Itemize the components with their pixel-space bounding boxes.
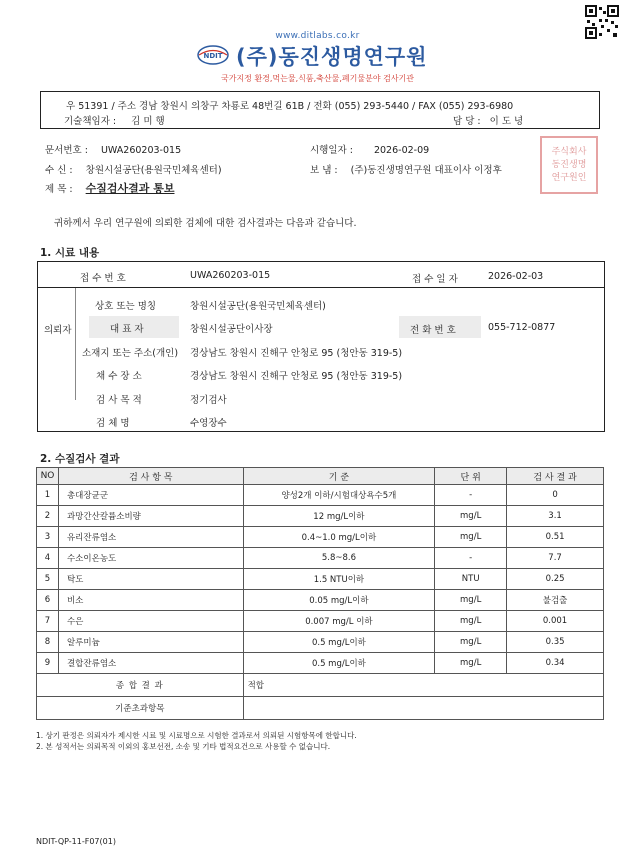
result-standard: 0.5 mg/L이하: [243, 653, 435, 674]
doc-number-label: 문서번호 :: [45, 145, 88, 156]
seal-line: 연구원인: [551, 173, 587, 183]
result-row: [37, 485, 604, 506]
phone-label: 전 화 번 호: [410, 325, 456, 336]
result-standard: 0.4~1.0 mg/L이하: [243, 527, 435, 548]
result-row: [37, 569, 604, 590]
tech-manager: [64, 113, 165, 127]
note-1: 1. 상기 판정은 의뢰자가 제시한 시료 및 시료명으로 시험한 결과로서 의뢰된 시험항목에 한합니다.: [36, 731, 357, 740]
result-unit: mg/L: [435, 632, 507, 653]
result-no: 8: [37, 632, 59, 653]
result-no: 1: [37, 485, 59, 506]
result-item: 유리잔류염소: [58, 527, 243, 548]
result-no: 5: [37, 569, 59, 590]
specimen-value: 수영장수: [190, 418, 227, 429]
org-logo: [196, 44, 230, 66]
results-table: [36, 467, 604, 720]
representative-label: 대 표 자: [110, 324, 144, 335]
website-url: www.ditlabs.co.kr: [275, 31, 360, 41]
recipient-label: 수 신 :: [45, 165, 73, 176]
result-item: 알루미늄: [58, 632, 243, 653]
person-in-charge: [453, 113, 523, 127]
exceeded-items-value: [243, 697, 603, 720]
company-seal: [540, 136, 598, 194]
company-value: 창원시설공단(용원국민체육센터): [190, 301, 326, 312]
seal-line: 주식회사: [551, 147, 587, 157]
result-value: 0.51: [507, 527, 604, 548]
result-no: 6: [37, 590, 59, 611]
issue-date: [310, 142, 429, 156]
result-value: 0.34: [507, 653, 604, 674]
header-item: 검 사 항 목: [58, 468, 243, 485]
result-no: 2: [37, 506, 59, 527]
phone-value: 055-712-0877: [488, 322, 556, 333]
result-item: 비소: [58, 590, 243, 611]
sender-label: 보 냄 :: [310, 165, 338, 176]
subject: [45, 180, 174, 196]
receipt-no-value: UWA260203-015: [190, 270, 271, 281]
result-unit: -: [435, 548, 507, 569]
sampling-place-label: 채 수 장 소: [96, 371, 142, 382]
overall-result-row: [37, 674, 604, 697]
result-no: 7: [37, 611, 59, 632]
header-no: NO: [37, 468, 59, 485]
result-value: 0.001: [507, 611, 604, 632]
receipt-no-label: 접 수 번 호: [80, 273, 126, 284]
result-standard: 0.5 mg/L이하: [243, 632, 435, 653]
result-item: 결합잔류염소: [58, 653, 243, 674]
representative-value: 창원시설공단이사장: [190, 324, 273, 335]
result-row: [37, 611, 604, 632]
receipt-date-value: 2026-02-03: [488, 271, 544, 282]
result-standard: 12 mg/L이하: [243, 506, 435, 527]
subject-value: 수질검사결과 통보: [85, 182, 175, 195]
result-no: 9: [37, 653, 59, 674]
seal-line: 동진생명: [551, 160, 587, 170]
result-unit: mg/L: [435, 590, 507, 611]
result-row: [37, 506, 604, 527]
note-2: 2. 본 성적서는 의뢰목적 이외의 홍보선전, 소송 및 기타 법적요건으로 사용할 수 없습니다.: [36, 742, 331, 751]
overall-result-value: 적합: [243, 674, 603, 697]
overall-result-label: 종 합 결 과: [37, 674, 244, 697]
result-no: 4: [37, 548, 59, 569]
subject-label: 제 목 :: [45, 184, 73, 195]
address-label: 소재지 또는 주소(개인): [82, 348, 179, 359]
result-value: 0.35: [507, 632, 604, 653]
intro-text: 귀하께서 우리 연구원에 의뢰한 검체에 대한 검사결과는 다음과 같습니다.: [54, 218, 357, 229]
result-row: [37, 653, 604, 674]
tech-manager-name: 김 미 행: [131, 116, 165, 127]
result-value: 0.25: [507, 569, 604, 590]
result-row: [37, 590, 604, 611]
results-header-row: [37, 468, 604, 485]
purpose-label: 검 사 목 적: [96, 395, 142, 406]
result-standard: 양성2개 이하/시험대상욕수5개: [243, 485, 435, 506]
result-unit: mg/L: [435, 611, 507, 632]
result-no: 3: [37, 527, 59, 548]
recipient: [45, 162, 222, 176]
doc-number: [45, 142, 181, 156]
org-subtitle: 국가지정 환경,먹는물,식품,축산물,폐기물분야 검사기관: [221, 74, 414, 83]
result-value: 3.1: [507, 506, 604, 527]
result-item: 과망간산칼륨소비량: [58, 506, 243, 527]
result-unit: -: [435, 485, 507, 506]
result-item: 탁도: [58, 569, 243, 590]
result-row: [37, 632, 604, 653]
header-unit: 단 위: [435, 468, 507, 485]
result-value: 불검출: [507, 590, 604, 611]
exceeded-items-label: 기준초과항목: [37, 697, 244, 720]
tech-manager-label: 기술책임자 :: [64, 116, 117, 127]
section2-title: 2. 수질검사 결과: [40, 453, 120, 465]
result-standard: 0.05 mg/L이하: [243, 590, 435, 611]
requester-label: 의뢰자: [44, 325, 72, 336]
form-code: NDIT-QP-11-F07(01): [36, 837, 116, 846]
result-item: 수은: [58, 611, 243, 632]
result-row: [37, 548, 604, 569]
issue-date-value: 2026-02-09: [373, 145, 430, 156]
purpose-value: 정기검사: [190, 395, 227, 406]
result-unit: mg/L: [435, 506, 507, 527]
result-value: 7.7: [507, 548, 604, 569]
result-value: 0: [507, 485, 604, 506]
lab-address: 우 51391 / 주소 경남 창원시 의창구 차룡로 48번길 61B / 전화 (055) 293-5440 / FAX (055) 293-6980: [66, 101, 514, 112]
company-label: 상호 또는 명칭: [95, 301, 157, 312]
specimen-label: 검 체 명: [96, 418, 130, 429]
result-unit: mg/L: [435, 653, 507, 674]
person-in-charge-label: 담 당 :: [453, 116, 481, 127]
issue-date-label: 시행일자 :: [310, 145, 353, 156]
result-row: [37, 527, 604, 548]
exceeded-items-row: [37, 697, 604, 720]
person-in-charge-name: 이 도 녕: [489, 116, 524, 127]
sender-value: (주)동진생명연구원 대표이사 이정후: [350, 165, 502, 176]
address-value: 경상남도 창원시 진해구 안청로 95 (청안동 319-5): [190, 348, 403, 359]
result-standard: 5.8~8.6: [243, 548, 435, 569]
section1-title: 1. 시료 내용: [40, 247, 100, 259]
result-unit: mg/L: [435, 527, 507, 548]
sampling-place-value: 경상남도 창원시 진해구 안청로 95 (청안동 319-5): [190, 371, 403, 382]
result-item: 수소이온농도: [58, 548, 243, 569]
sender: [310, 162, 502, 176]
recipient-value: 창원시설공단(용원국민체육센터): [85, 165, 222, 176]
header-result: 검 사 결 과: [507, 468, 604, 485]
header-standard: 기 준: [243, 468, 435, 485]
doc-number-value: UWA260203-015: [100, 145, 182, 156]
result-standard: 0.007 mg/L 이하: [243, 611, 435, 632]
result-item: 총대장균군: [58, 485, 243, 506]
receipt-date-label: 접 수 일 자: [412, 274, 458, 285]
result-unit: NTU: [435, 569, 507, 590]
result-standard: 1.5 NTU이하: [243, 569, 435, 590]
org-name: (주)동진생명연구원: [236, 45, 428, 69]
logo-text: NDIT: [203, 52, 223, 60]
